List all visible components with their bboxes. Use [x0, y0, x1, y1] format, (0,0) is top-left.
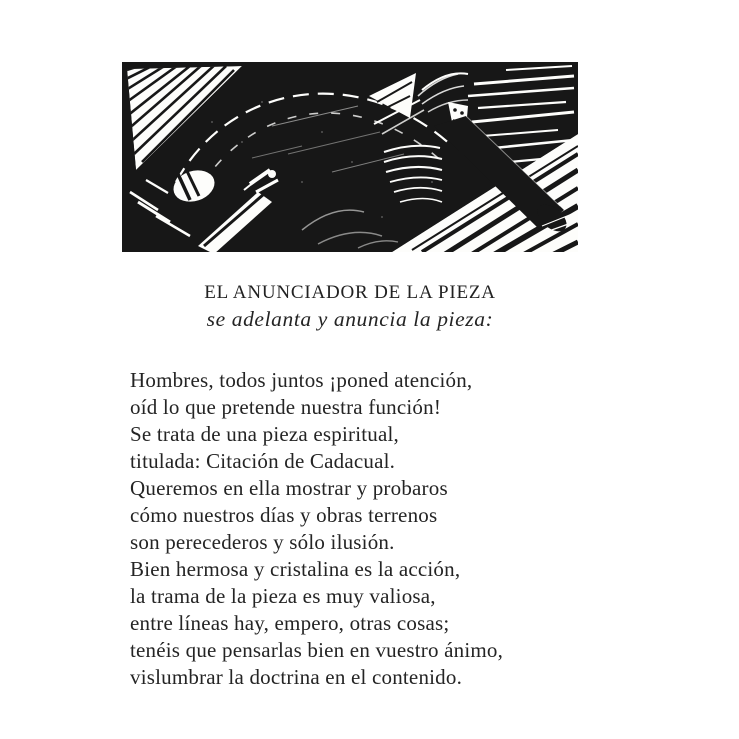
poem-line: vislumbrar la doctrina en el contenido. — [130, 665, 463, 689]
poem — [130, 367, 600, 691]
woodcut-illustration — [122, 62, 578, 252]
poem-line: Bien hermosa y cristalina es la acción, — [130, 557, 461, 581]
woodcut-death-figure-icon — [122, 62, 578, 252]
poem-line: Hombres, todos juntos ¡poned atención, — [130, 368, 473, 392]
poem-line: titulada: Citación de Cadacual. — [130, 449, 396, 473]
poem-line: cómo nuestros días y obras terrenos — [130, 503, 438, 527]
poem-line: entre líneas hay, empero, otras cosas; — [130, 611, 450, 635]
poem-line: Se trata de una pieza espiritual, — [130, 422, 399, 446]
poem-line: la trama de la pieza es muy valiosa, — [130, 584, 436, 608]
poem-line: tenéis que pensarlas bien en vuestro ánimo, — [130, 638, 504, 662]
poem-line: Queremos en ella mostrar y probaros — [130, 476, 448, 500]
scene-heading: EL ANUNCIADOR DE LA PIEZA — [204, 282, 496, 303]
poem-line: oíd lo que pretende nuestra función! — [130, 395, 442, 419]
stage-direction: se adelanta y anuncia la pieza: — [206, 307, 494, 331]
poem-line: son perecederos y sólo ilusión. — [130, 530, 395, 554]
